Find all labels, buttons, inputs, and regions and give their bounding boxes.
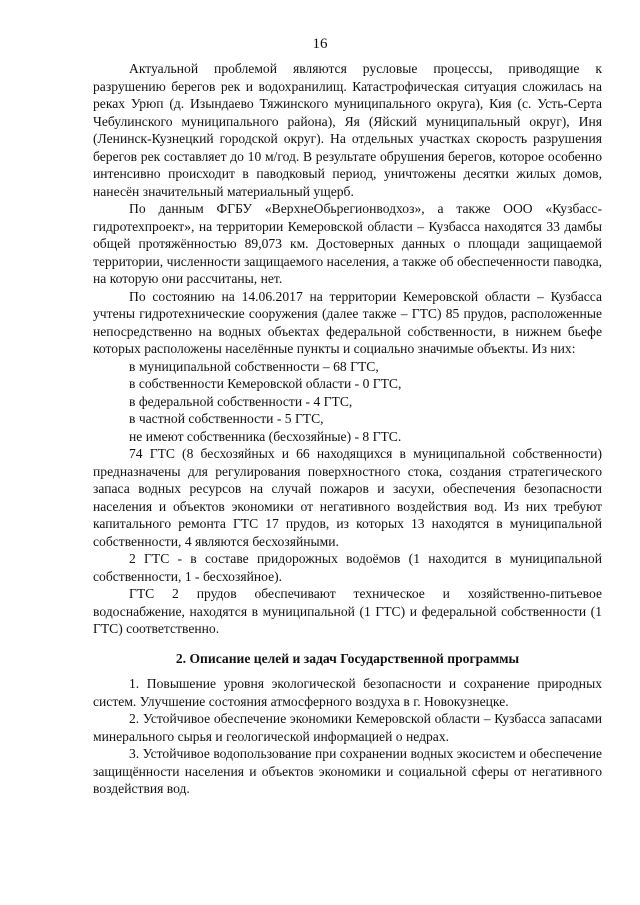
list-item: в федеральной собственности - 4 ГТС,: [129, 393, 353, 409]
goal-item-3: 3. Устойчивое водопользование при сохранении водных экосистем и обеспечение защищённости населения и объектов экономики и социальной сферы от негативного воздействия вод.: [93, 746, 602, 796]
goal-item-1: 1. Повышение уровня экологической безопасности и сохранение природных систем. Улучшение состояния атмосферного воздуха в г. Новокузнецке.: [93, 676, 602, 709]
list-item: в муниципальной собственности – 68 ГТС,: [129, 358, 379, 374]
paragraph-roadside-reservoirs: 2 ГТС - в составе придорожных водоёмов (1 находится в муниципальной собственности, 1 - бесхозяйное).: [93, 551, 602, 584]
paragraph-hydraulic-structures: По состоянию на 14.06.2017 на территории Кемеровской области – Кузбасса учтены гидротехнические сооружения (далее также – ГТС) 85 прудов, расположенные непосредственно на водных объектах федеральной собственности, в нижнем бьефе которых расположены населённые пункты и социально значимые объекты. Из них:: [93, 288, 602, 356]
page-number: 16: [312, 36, 328, 52]
paragraph-riverbank-erosion: Актуальной проблемой являются русловые процессы, приводящие к разрушению берегов рек и водохранилищ. Катастрофическая ситуация сложилась на реках Урюп (д. Изындаево Тяжинского муниципального округа), Кия (с. Усть-Серта Чебулинского муниципального района), Яя (Яйский муниципальный округ), Иня (Ленинск-Кузнецкий городской округ). На отдельных участках скорость разрушения берегов рек составляет до 10 м/год. В результате обрушения берегов, которое особенно интенсивно происходит в паводковый период, уничтожены десятки жилых домов, нанесён значительный материальный ущерб.: [93, 61, 602, 199]
section-heading: 2. Описание целей и задач Государственной программы: [175, 650, 520, 666]
paragraph-dams: По данным ФГБУ «ВерхнеОбьрегионводхоз», а также ООО «Кузбасс-гидротехпроект», на территории Кемеровской области – Кузбасса находятся 33 дамбы общей протяжённостью 89,073 км. Достоверных данных о площади защищаемой территории, численности защищаемого населения, а также об обеспеченности паводка, на которую они рассчитаны, нет.: [93, 201, 602, 286]
paragraph-74-gts: 74 ГТС (8 бесхозяйных и 66 находящихся в муниципальной собственности) предназначены для регулирования поверхностного стока, создания стратегического запаса водных ресурсов на случай пожаров и засухи, обеспечения безопасности населения и объектов экономики от негативного воздействия вод. Из них требуют капитального ремонта ГТС 17 прудов, из которых 13 находятся в муниципальной собственности, 4 являются бесхозяйными.: [93, 446, 602, 549]
goal-item-2: 2. Устойчивое обеспечение экономики Кемеровской области – Кузбасса запасами минерального сырья и геологической информацией о недрах.: [93, 711, 602, 744]
document-body: [93, 60, 602, 798]
list-item: в частной собственности - 5 ГТС,: [129, 411, 324, 426]
ownership-list: [93, 358, 602, 446]
paragraph-water-supply: ГТС 2 прудов обеспечивают техническое и хозяйственно-питьевое водоснабжение, находятся в муниципальной (1 ГТС) и федеральной собственности (1 ГТС) соответственно.: [93, 586, 602, 636]
list-item: в собственности Кемеровской области - 0 ГТС,: [129, 376, 402, 391]
list-item: не имеют собственника (бесхозяйные) - 8 ГТС.: [129, 428, 402, 444]
